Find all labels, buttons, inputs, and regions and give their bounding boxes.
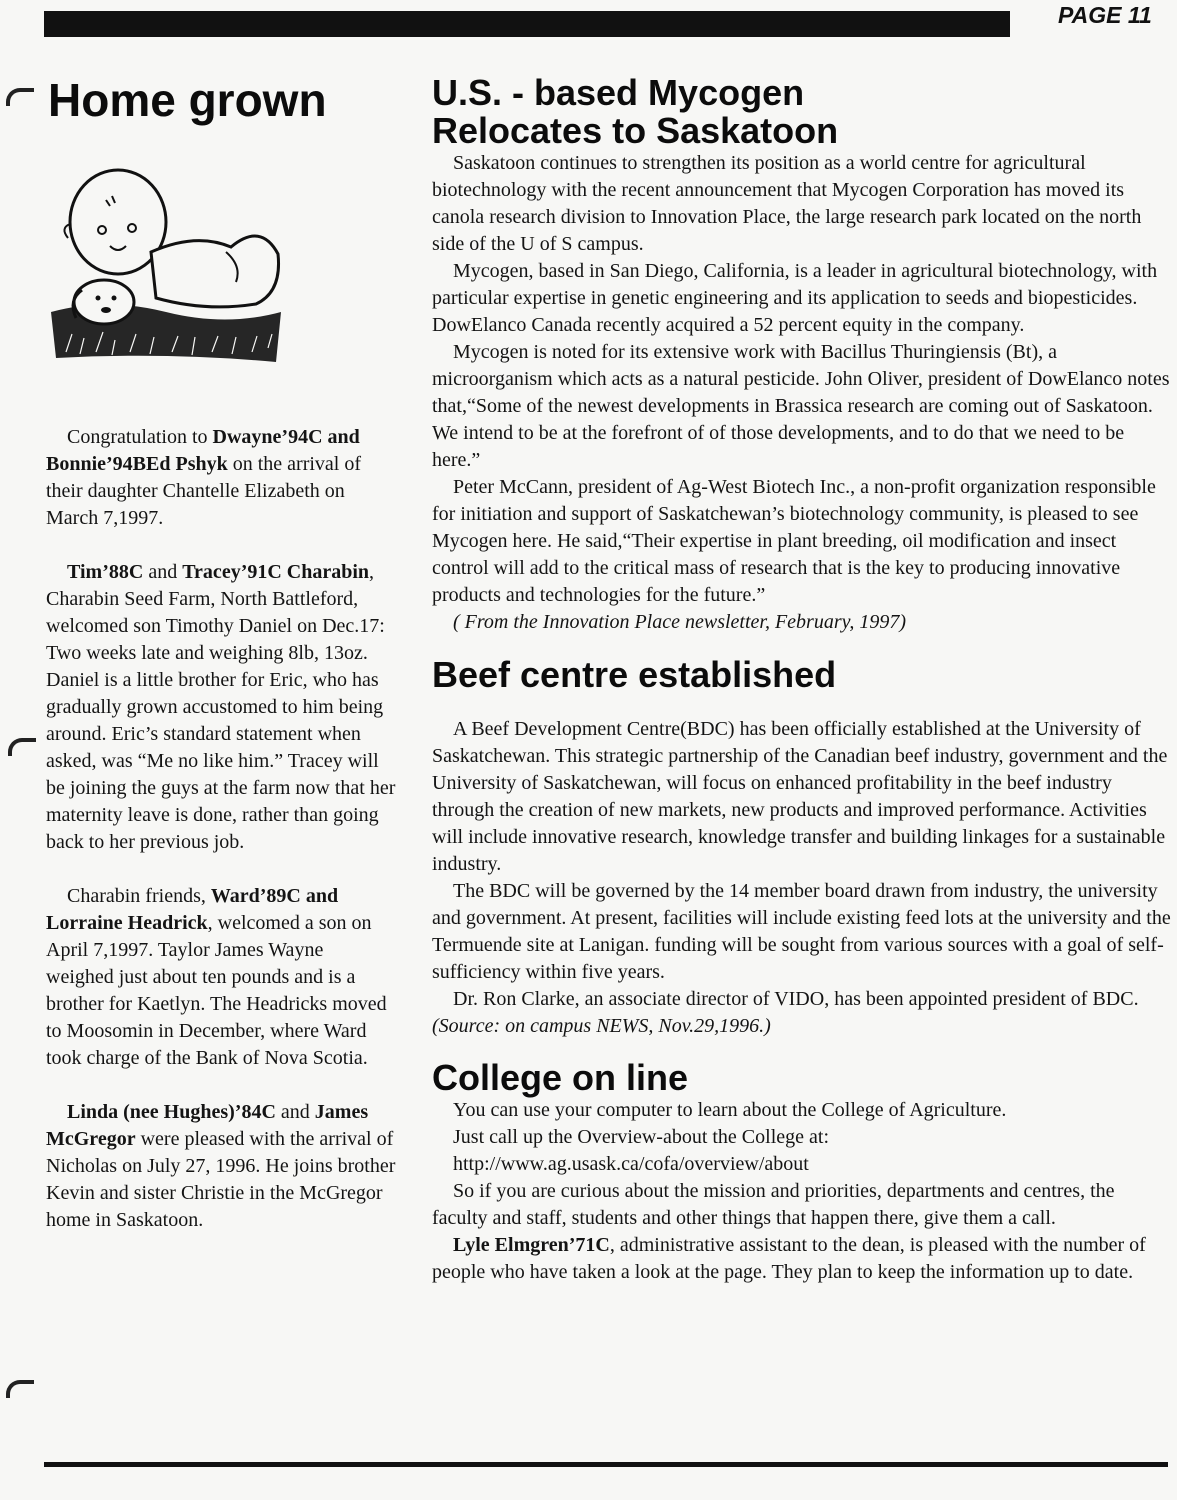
baby-with-puppy-illustration [46,162,286,368]
articles-column [432,74,1172,1286]
article-paragraph: Saskatoon continues to strengthen its position as a world centre for agricultural biotechnology with the recent announcement that Mycogen Corporation has moved its canola research division to Innovation Place, the large research park located on the north side of the U of S campus. [432,152,1142,255]
birth-notice: Congratulation to Dwayne’94C and Bonnie’94BEd Pshyk on the arrival of their daughter Chantelle Elizabeth on March 7,1997. [46,426,362,529]
article-paragraph: Mycogen is noted for its extensive work with Bacillus Thuringiensis (Bt), a microorganism which acts as a natural pesticide. John Oliver, president of DowElanco notes that,“Some of the newest developments in Brassica research are coming out of Saskatoon. We intend to be at the forefront of of those developments, and to do that we need to be here.” [432,341,1170,471]
article-paragraph: Just call up the Overview-about the College at: [453,1126,830,1148]
mycogen-article [432,74,1172,636]
binder-hole-mark [6,1380,34,1398]
home-grown-title: Home grown [48,74,327,126]
binder-hole-mark [8,738,36,756]
home-grown-column [46,72,396,1234]
beef-article [432,656,1172,1040]
article-paragraph: Peter McCann, president of Ag-West Biotech Inc., a non-profit organization responsible for initiation and support of Saskatchewan’s biotechnology community, is pleased to see Mycogen here. He said,“Their expertise in plant breeding, oil modification and insect control will add to the critical mass of research that is the key to producing innovative products and technologies for the future.” [432,476,1156,606]
article-source: ( From the Innovation Place newsletter, February, 1997) [453,611,907,633]
article-paragraph: Mycogen, based in San Diego, California, is a leader in agricultural biotechnology, with particular expertise in genetic engineering and its application to seeds and biopesticides. DowElanco Canada recently acquired a 52 percent equity in the company. [432,260,1158,336]
footer-rule [44,1462,1168,1467]
article-paragraph: Dr. Ron Clarke, an associate director of VIDO, has been appointed president of BDC. (Source: on campus NEWS, Nov.29,1996.) [432,988,1139,1037]
college-url: http://www.ag.usask.ca/cofa/overview/about [453,1153,809,1175]
article-paragraph: Lyle Elmgren’71C, administrative assistant to the dean, is pleased with the number of people who have taken a look at the page. They plan to keep the information up to date. [432,1234,1146,1283]
article-paragraph: A Beef Development Centre(BDC) has been officially established at the University of Saskatchewan. This strategic partnership of the Canadian beef industry, government and the University of Saskatchewan, will focus on enhanced profitability in the beef industry through the creation of new markets, new products and improved performance. Activities will include innovative research, knowledge transfer and building linkages for a sustainable industry. [432,718,1168,875]
college-article [432,1059,1172,1286]
birth-notice: Charabin friends, Ward’89C and Lorraine Headrick, welcomed a son on April 7,1997. Taylor James Wayne weighed just about ten pounds and is a brother for Kaetlyn. The Headricks moved to Moosomin in December, where Ward took charge of the Bank of Nova Scotia. [46,885,387,1069]
page-number: PAGE 11 [1058,2,1152,28]
college-title: College on line [432,1057,689,1098]
mycogen-title [432,74,1172,150]
beef-title: Beef centre established [432,654,837,695]
mycogen-title-line: Relocates to Saskatoon [432,110,839,151]
birth-notice: Tim’88C and Tracey’91C Charabin, Charabin Seed Farm, North Battleford, welcomed son Timothy Daniel on Dec.17: Two weeks late and weighing 8lb, 13oz. Daniel is a little brother for Eric, who has gradually grown accustomed to him being around. Eric’s standard statement when asked, was “Me no like him.” Tracey will be joining the guys at the farm now that her maternity leave is done, rather than going back to her previous job. [46,561,396,853]
article-paragraph: You can use your computer to learn about the College of Agriculture. [453,1099,1007,1121]
binder-hole-mark [6,88,34,106]
birth-notice: Linda (nee Hughes)’84C and James McGregor were pleased with the arrival of Nicholas on July 27, 1996. He joins brother Kevin and sister Christie in the McGregor home in Saskatoon. [46,1101,396,1231]
article-paragraph: So if you are curious about the mission and priorities, departments and centres, the faculty and staff, students and other things that happen there, give them a call. [432,1180,1115,1229]
header-bar [44,11,1010,37]
mycogen-title-line: U.S. - based Mycogen [432,72,805,113]
article-paragraph: The BDC will be governed by the 14 member board drawn from industry, the university and government. At present, facilities will include existing feed lots at the university and the Termuende site at Lanigan. funding will be sought from various sources with a goal of self-sufficiency within five years. [432,880,1171,983]
